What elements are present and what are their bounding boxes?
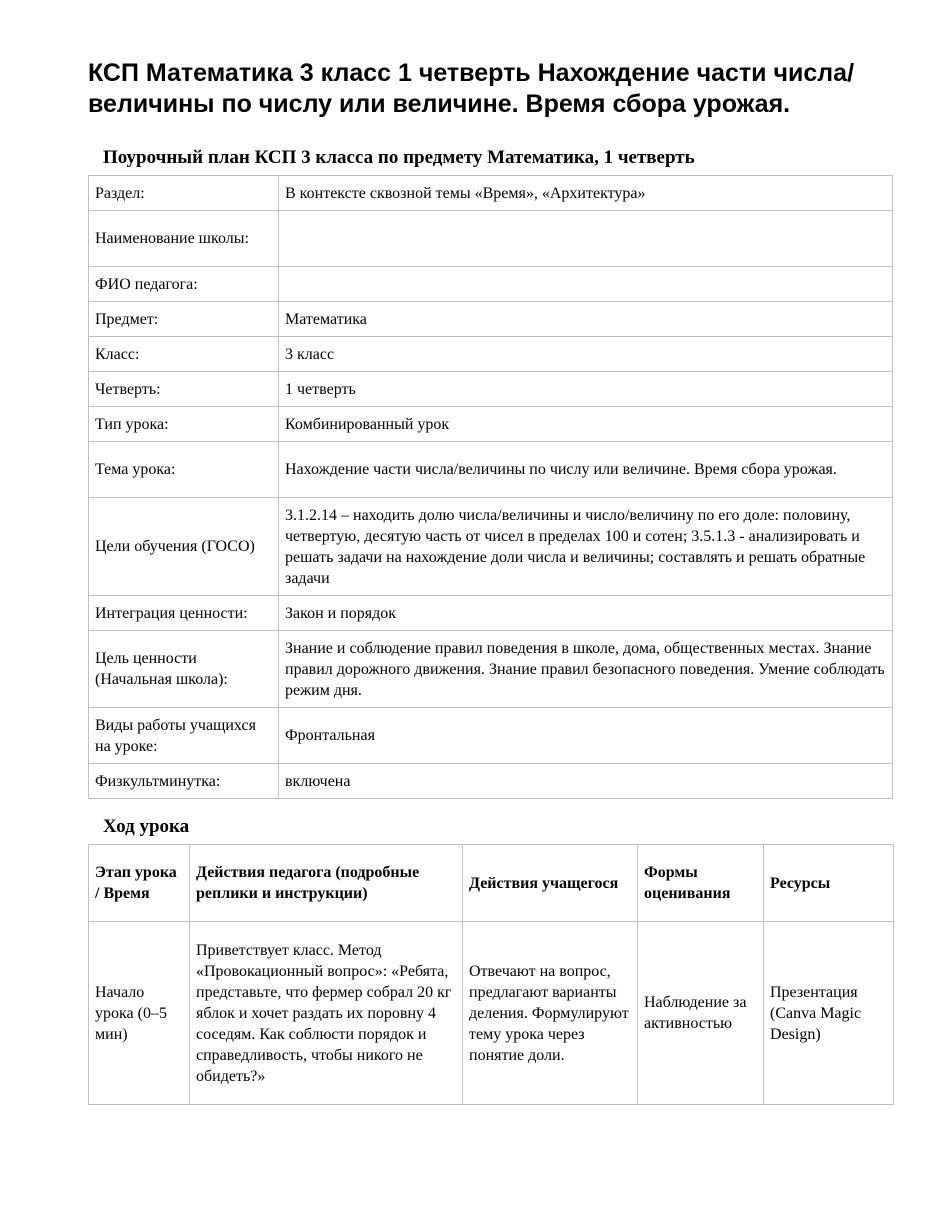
- cell-resources: Презентация (Canva Magic Design): [764, 922, 894, 1105]
- table-row: [89, 176, 893, 211]
- table-row: [89, 596, 893, 631]
- info-key-subject: Предмет:: [89, 302, 279, 337]
- table-row: [89, 498, 893, 596]
- table-row: [89, 764, 893, 799]
- column-header-stage: Этап урока / Время: [89, 845, 190, 922]
- table-row: [89, 211, 893, 267]
- table-row: [89, 372, 893, 407]
- document-title: КСП Математика 3 класс 1 четверть Нахождение части числа/ величины по числу или величине. Время сбора урожая.: [88, 59, 855, 118]
- table-row: [89, 337, 893, 372]
- lesson-info-table: [88, 175, 893, 799]
- info-key-section: Раздел:: [89, 176, 279, 211]
- table-row: [89, 922, 894, 1105]
- info-value-value-goal: Знание и соблюдение правил поведения в школе, дома, общественных местах. Знание правил дорожного движения. Знание правил безопасного поведения. Умение соблюдать режим дня.: [279, 631, 893, 708]
- column-header-assessment: Формы оценивания: [638, 845, 764, 922]
- course-heading: Ход урока: [103, 816, 190, 837]
- info-key-teacher: ФИО педагога:: [89, 267, 279, 302]
- info-key-physical-break: Физкультминутка:: [89, 764, 279, 799]
- table-row: [89, 631, 893, 708]
- info-value-teacher: [279, 267, 893, 302]
- cell-stage: Начало урока (0–5 мин): [89, 922, 190, 1105]
- table-row: [89, 407, 893, 442]
- info-value-value-integration: Закон и порядок: [279, 596, 893, 631]
- table-row: [89, 708, 893, 764]
- column-header-resources: Ресурсы: [764, 845, 894, 922]
- table-row: [89, 302, 893, 337]
- info-key-value-goal: Цель ценности (Начальная школа):: [89, 631, 279, 708]
- info-key-value-integration: Интеграция ценности:: [89, 596, 279, 631]
- info-key-grade: Класс:: [89, 337, 279, 372]
- info-key-school: Наименование школы:: [89, 211, 279, 267]
- info-value-topic: Нахождение части числа/величины по числу или величине. Время сбора урожая.: [279, 442, 893, 498]
- cell-assessment: Наблюдение за активностью: [638, 922, 764, 1105]
- info-value-section: В контексте сквозной темы «Время», «Архитектура»: [279, 176, 893, 211]
- cell-teacher-actions: Приветствует класс. Метод «Провокационный вопрос»: «Ребята, представьте, что фермер собрал 20 кг яблок и хочет раздать их поровну 4 соседям. Как соблюсти порядок и справедливость, чтобы никого не обидеть?»: [190, 922, 463, 1105]
- info-value-school: [279, 211, 893, 267]
- info-value-grade: 3 класс: [279, 337, 893, 372]
- plan-heading: Поурочный план КСП 3 класса по предмету Математика, 1 четверть: [103, 147, 695, 168]
- info-value-physical-break: включена: [279, 764, 893, 799]
- column-header-student-actions: Действия учащегося: [463, 845, 638, 922]
- lesson-course-table: [88, 844, 894, 1105]
- table-header-row: [89, 845, 894, 922]
- cell-student-actions: Отвечают на вопрос, предлагают варианты деления. Формулируют тему урока через понятие доли.: [463, 922, 638, 1105]
- info-key-goals: Цели обучения (ГОСО): [89, 498, 279, 596]
- info-value-subject: Математика: [279, 302, 893, 337]
- document-page: [88, 58, 893, 1105]
- info-value-goals: 3.1.2.14 – находить долю числа/величины и число/величину по его доле: половину, четвертую, десятую часть от чисел в пределах 100 и сотен; 3.5.1.3 - анализировать и решать задачи на нахождение доли числа и величины; составлять и решать обратные задачи: [279, 498, 893, 596]
- info-value-quarter: 1 четверть: [279, 372, 893, 407]
- info-key-topic: Тема урока:: [89, 442, 279, 498]
- column-header-teacher-actions: Действия педагога (подробные реплики и инструкции): [190, 845, 463, 922]
- info-value-lesson-type: Комбинированный урок: [279, 407, 893, 442]
- table-row: [89, 267, 893, 302]
- table-row: [89, 442, 893, 498]
- info-value-work-types: Фронтальная: [279, 708, 893, 764]
- info-key-quarter: Четверть:: [89, 372, 279, 407]
- info-key-work-types: Виды работы учащихся на уроке:: [89, 708, 279, 764]
- info-key-lesson-type: Тип урока:: [89, 407, 279, 442]
